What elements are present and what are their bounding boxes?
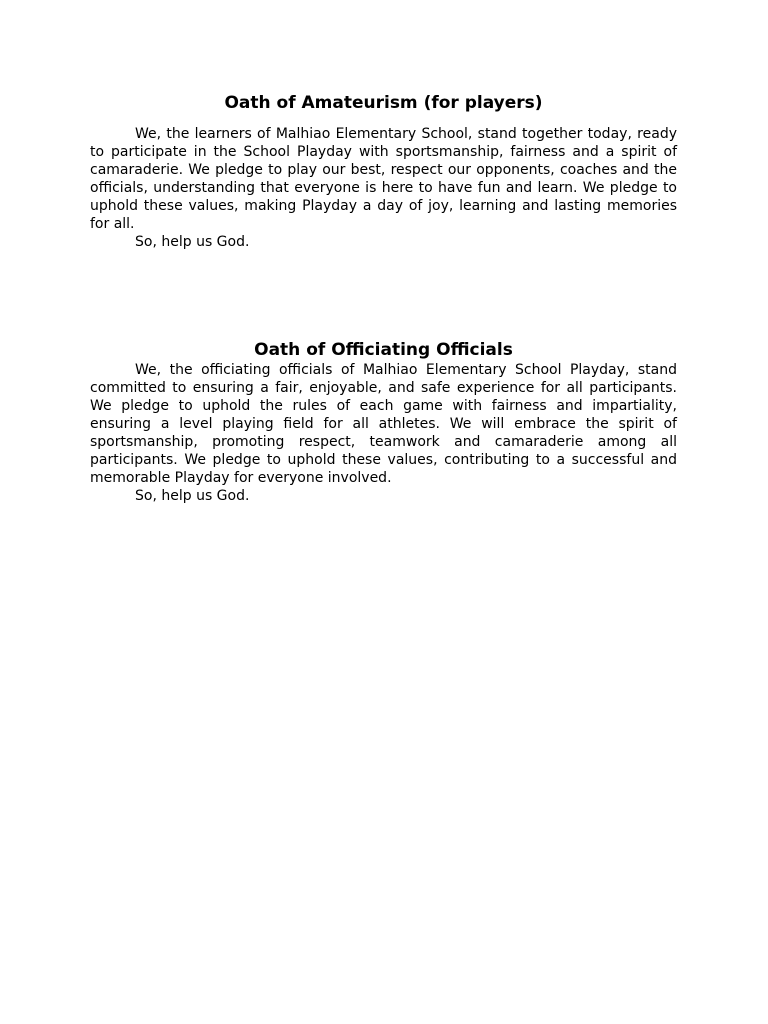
- oath-officials-closing: So, help us God.: [135, 488, 250, 504]
- oath-officials-section: [90, 339, 677, 505]
- oath-players-closing: So, help us God.: [135, 234, 250, 250]
- oath-players-title: Oath of Amateurism (for players): [224, 93, 543, 113]
- oath-players-body: We, the learners of Malhiao Elementary School, stand together today, ready to participate in the School Playday with sportsmanship, fairness and a spirit of camaraderie. We pledge to play our best, respect our opponents, coaches and the officials, understanding that everyone is here to have fun and learn. We pledge to uphold these values, making Playday a day of joy, learning and lasting memories for all.: [90, 126, 677, 232]
- oath-players-section: [90, 92, 677, 251]
- oath-officials-body: We, the officiating officials of Malhiao Elementary School Playday, stand committed to ensuring a fair, enjoyable, and safe experience for all participants. We pledge to uphold the rules of each game with fairness and impartiality, ensuring a level playing field for all athletes. We will embrace the spirit of sportsmanship, promoting respect, teamwork and camaraderie among all participants. We pledge to uphold these values, contributing to a successful and memorable Playday for everyone involved.: [90, 362, 677, 486]
- oath-officials-title: Oath of Officiating Officials: [254, 340, 513, 360]
